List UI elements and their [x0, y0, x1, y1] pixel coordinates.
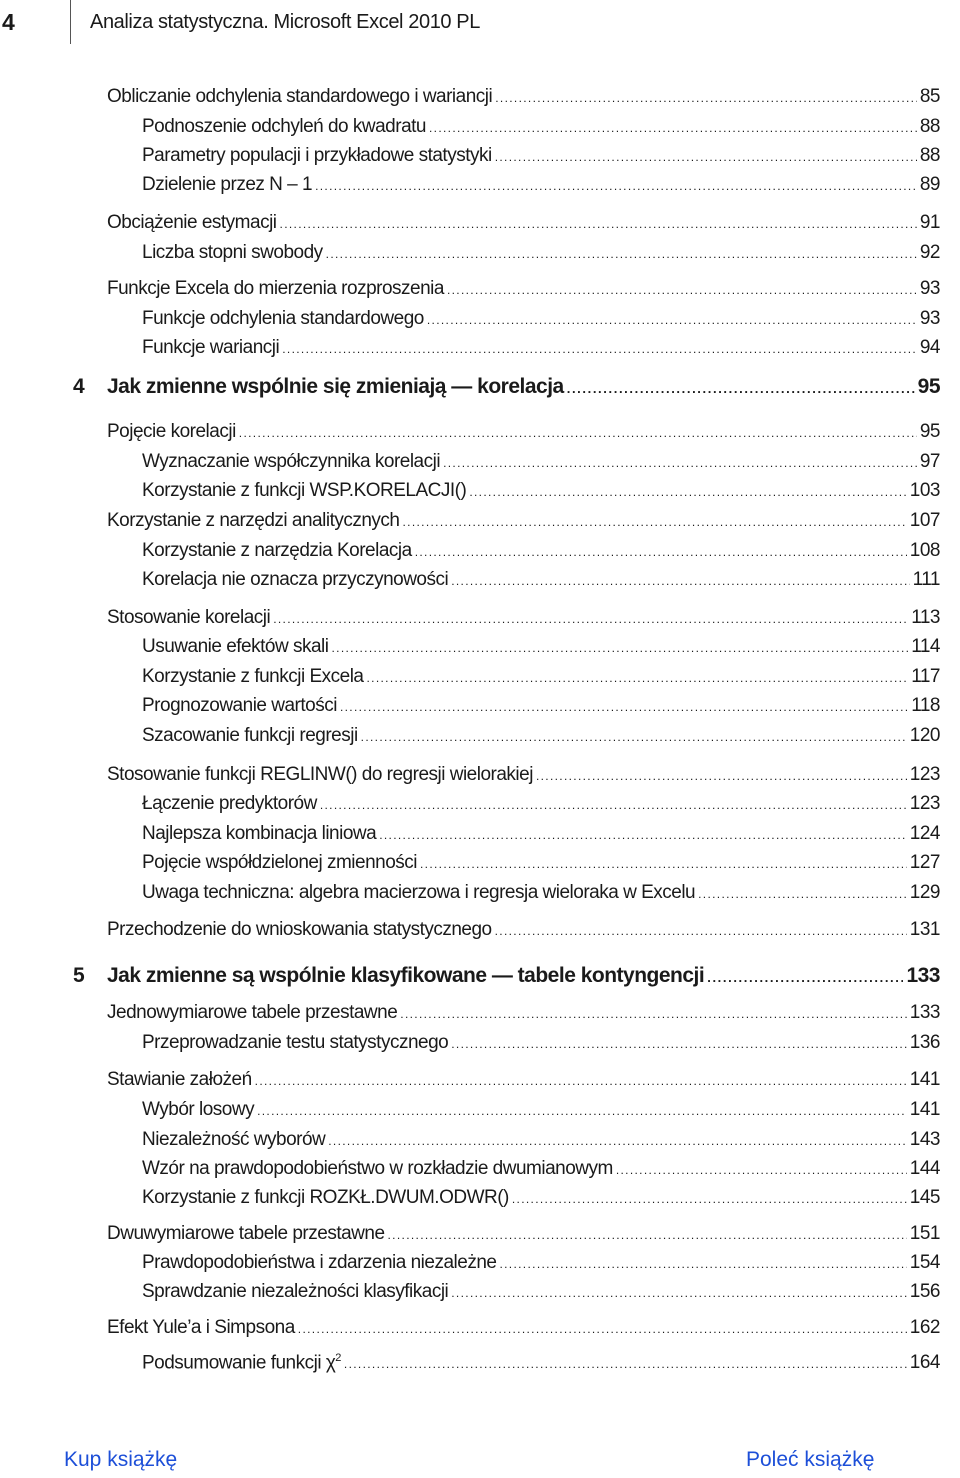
toc-entry — [142, 478, 940, 504]
toc-entry — [142, 240, 940, 266]
toc-entry-title — [142, 1345, 341, 1376]
toc-entry-label: Przechodzenie do wnioskowania statystycznego — [107, 919, 492, 940]
toc-page-number: 151 — [909, 1223, 940, 1244]
toc-page-number: 93 — [919, 308, 940, 329]
dot-leader — [320, 792, 907, 818]
page-header — [0, 0, 960, 46]
toc-entry-title — [142, 791, 317, 817]
toc-page-number: 117 — [911, 666, 940, 687]
toc-page-number: 144 — [909, 1158, 940, 1179]
toc-entry-title — [107, 374, 564, 400]
toc-entry-label: Korzystanie z funkcji Excela — [142, 666, 364, 687]
toc-entry — [142, 1345, 940, 1374]
toc-entry-title — [142, 567, 448, 593]
toc-page-number: 154 — [909, 1252, 940, 1273]
toc-entry-label: Jak zmienne są wspólnie klasyfikowane — tabele kontyngencji — [107, 964, 705, 987]
toc-page-number: 94 — [919, 337, 940, 358]
dot-leader — [388, 1222, 907, 1248]
toc-page-number: 114 — [911, 636, 940, 657]
toc-entry — [107, 917, 940, 943]
toc-page-number: 131 — [909, 919, 940, 940]
toc-entry-title — [142, 723, 358, 749]
toc-entry-title — [107, 963, 704, 989]
toc-entry — [107, 419, 940, 445]
running-title: Analiza statystyczna. Microsoft Excel 2010 PL — [90, 11, 480, 33]
toc-page-number: 120 — [909, 725, 940, 746]
toc-entry-title — [142, 821, 376, 847]
toc-entry-title — [107, 605, 270, 631]
toc-entry-title — [142, 1250, 496, 1276]
toc-page-number: 141 — [909, 1069, 940, 1090]
dot-leader — [361, 724, 907, 750]
chapter-number: 4 — [73, 375, 85, 398]
toc-page-number: 164 — [909, 1352, 940, 1374]
dot-leader — [499, 1251, 906, 1277]
toc-page-number: 97 — [919, 451, 940, 472]
toc-page-number: 123 — [909, 764, 940, 785]
dot-leader — [328, 1128, 907, 1154]
dot-leader — [427, 307, 917, 333]
toc-entry-label: Korzystanie z narzędzia Korelacja — [142, 540, 412, 561]
dot-leader — [400, 1001, 907, 1027]
toc-entry — [142, 1030, 940, 1056]
toc-page-number: 85 — [919, 86, 940, 107]
toc-entry — [142, 634, 940, 660]
toc-entry — [107, 276, 940, 302]
toc-entry — [107, 1221, 940, 1247]
toc-entry-title — [107, 762, 533, 788]
toc-page-number: 143 — [909, 1129, 940, 1150]
dot-leader — [495, 918, 907, 944]
toc-entry-label: Wybór losowy — [142, 1099, 255, 1120]
toc-entry-label: Stosowanie funkcji REGLINW() do regresji wielorakiej — [107, 764, 533, 785]
toc-entry-title — [142, 1097, 254, 1123]
toc-entry-title — [107, 1221, 385, 1247]
toc-page-number: 92 — [919, 242, 940, 263]
dot-leader — [331, 635, 908, 661]
dot-leader — [429, 115, 917, 141]
dot-leader — [273, 606, 908, 632]
toc-entry-label: Najlepsza kombinacja liniowa — [142, 823, 377, 844]
toc-entry-title — [107, 1000, 397, 1026]
dot-leader — [298, 1316, 907, 1342]
toc-entry-title — [142, 306, 424, 332]
toc-entry — [142, 880, 940, 906]
toc-entry — [107, 1000, 940, 1026]
toc-page-number: 95 — [919, 421, 940, 442]
recommend-book-link[interactable]: Poleć książkę — [746, 1448, 875, 1471]
toc-entry-title — [142, 335, 279, 361]
toc-entry-title — [142, 478, 466, 504]
toc-entry-title — [142, 172, 312, 198]
toc-chapter-entry — [73, 963, 940, 989]
toc-entry — [142, 1097, 940, 1123]
toc-page-number: 124 — [909, 823, 940, 844]
toc-entry-title — [142, 1127, 325, 1153]
toc-page-number: 103 — [909, 480, 940, 501]
toc-entry-label: Efekt Yule’a i Simpsona — [107, 1317, 295, 1338]
toc-entry-label: Usuwanie efektów skali — [142, 636, 329, 657]
dot-leader — [340, 694, 908, 720]
dot-leader — [451, 1280, 907, 1306]
toc-entry-title — [142, 1030, 448, 1056]
toc-entry — [142, 143, 940, 169]
toc-entry — [142, 664, 940, 690]
toc-entry-title — [107, 276, 444, 302]
toc-page-number: 136 — [909, 1032, 940, 1053]
toc-page-number: 133 — [909, 1002, 940, 1023]
toc-entry-label: Podnoszenie odchyleń do kwadratu — [142, 116, 426, 137]
toc-entry-label: Niezależność wyborów — [142, 1129, 326, 1150]
toc-entry-label: Pojęcie korelacji — [107, 421, 236, 442]
toc-entry-title — [142, 693, 337, 719]
dot-leader — [415, 539, 907, 565]
toc-entry-label: Parametry populacji i przykładowe statystyki — [142, 145, 492, 166]
toc-page-number: 95 — [917, 375, 940, 398]
dot-leader — [447, 277, 917, 303]
toc-entry — [142, 723, 940, 749]
dot-leader — [698, 881, 907, 907]
dot-leader — [379, 822, 907, 848]
toc-entry-title — [142, 1156, 613, 1182]
toc-entry-label: Funkcje Excela do mierzenia rozproszenia — [107, 278, 444, 299]
superscript: 2 — [335, 1352, 341, 1364]
toc-entry-title — [107, 1315, 295, 1341]
toc-entry-title — [142, 1279, 448, 1305]
toc-entry — [142, 850, 940, 876]
dot-leader — [495, 85, 917, 111]
toc-entry — [107, 1315, 940, 1341]
toc-entry-title — [107, 419, 236, 445]
toc-entry-label: Wzór na prawdopodobieństwo w rozkładzie dwumianowym — [142, 1158, 613, 1179]
toc-entry — [142, 821, 940, 847]
toc-page-number: 141 — [909, 1099, 940, 1120]
toc-page-number: 93 — [919, 278, 940, 299]
toc-entry-label: Stosowanie korelacji — [107, 607, 271, 628]
dot-leader — [257, 1098, 907, 1124]
toc-page-number: 88 — [919, 145, 940, 166]
toc-entry-title — [142, 880, 695, 906]
toc-chapter-entry — [73, 374, 940, 400]
toc-page-number: 123 — [909, 793, 940, 814]
toc-page-number: 111 — [912, 569, 940, 590]
toc-entry-label: Korzystanie z narzędzi analitycznych — [107, 510, 400, 531]
dot-leader — [255, 1068, 907, 1094]
dot-leader — [344, 1351, 907, 1377]
toc-entry-title — [142, 664, 364, 690]
toc-entry-label: Dzielenie przez N – 1 — [142, 174, 313, 195]
toc-entry-label: Podsumowanie funkcji χ — [142, 1352, 336, 1374]
toc-page-number: 91 — [919, 212, 940, 233]
toc-entry-label: Wyznaczanie współczynnika korelacji — [142, 451, 441, 472]
dot-leader — [443, 450, 917, 476]
dot-leader — [315, 173, 917, 199]
toc-entry-label: Korelacja nie oznacza przyczynowości — [142, 569, 449, 590]
toc-entry — [142, 335, 940, 361]
toc-entry-title — [142, 449, 440, 475]
toc-entry — [142, 567, 940, 593]
toc-entry-label: Obliczanie odchylenia standardowego i wariancji — [107, 86, 493, 107]
toc-entry — [142, 1250, 940, 1276]
toc-entry — [107, 210, 940, 236]
toc-entry-label: Prognozowanie wartości — [142, 695, 337, 716]
toc-entry — [142, 1185, 940, 1211]
dot-leader — [469, 479, 906, 505]
toc-entry-label: Korzystanie z funkcji ROZKŁ.DWUM.ODWR() — [142, 1187, 509, 1208]
dot-leader — [512, 1186, 907, 1212]
toc-entry-title — [142, 240, 323, 266]
toc-page-number: 145 — [909, 1187, 940, 1208]
toc-page-number: 162 — [909, 1317, 940, 1338]
toc-page-number: 133 — [906, 964, 940, 987]
toc-entry — [142, 449, 940, 475]
dot-leader — [495, 144, 917, 170]
dot-leader — [451, 1031, 907, 1057]
dot-leader — [616, 1157, 907, 1183]
toc-entry-title — [142, 634, 328, 660]
toc-entry — [142, 1156, 940, 1182]
toc-entry-label: Uwaga techniczna: algebra macierzowa i regresja wieloraka w Excelu — [142, 882, 696, 903]
toc-entry-title — [107, 1067, 252, 1093]
toc-entry — [107, 508, 940, 534]
toc-entry — [142, 172, 940, 198]
toc-entry-label: Szacowanie funkcji regresji — [142, 725, 358, 746]
toc-entry — [107, 1067, 940, 1093]
toc-entry — [107, 84, 940, 110]
toc-entry-title — [142, 538, 412, 564]
toc-entry-label: Dwuwymiarowe tabele przestawne — [107, 1223, 385, 1244]
dot-leader — [402, 509, 906, 535]
toc-page-number: 107 — [909, 510, 940, 531]
toc-entry-title — [142, 143, 492, 169]
toc-entry-label: Prawdopodobieństwa i zdarzenia niezależne — [142, 1252, 497, 1273]
toc-entry-label: Sprawdzanie niezależności klasyfikacji — [142, 1281, 449, 1302]
toc-entry — [107, 762, 940, 788]
chapter-number: 5 — [73, 964, 85, 987]
dot-leader — [451, 568, 909, 594]
toc-page-number: 88 — [919, 116, 940, 137]
header-divider — [70, 0, 71, 44]
toc-entry-label: Funkcje wariancji — [142, 337, 280, 358]
toc-entry — [142, 791, 940, 817]
toc-entry-label: Jak zmienne wspólnie się zmieniają — korelacja — [107, 375, 564, 398]
toc-entry-label: Pojęcie współdzielonej zmienności — [142, 852, 417, 873]
toc-entry-title — [142, 850, 417, 876]
toc-entry-title — [107, 210, 277, 236]
dot-leader — [707, 965, 903, 991]
toc-entry-label: Obciążenie estymacji — [107, 212, 277, 233]
dot-leader — [280, 211, 917, 237]
toc-page-number: 89 — [919, 174, 940, 195]
toc-page-number: 108 — [909, 540, 940, 561]
dot-leader — [536, 763, 907, 789]
toc-entry-label: Przeprowadzanie testu statystycznego — [142, 1032, 449, 1053]
toc-entry — [142, 693, 940, 719]
dot-leader — [239, 420, 917, 446]
toc-entry — [142, 538, 940, 564]
dot-leader — [567, 376, 915, 402]
dot-leader — [367, 665, 909, 691]
toc-page-number: 127 — [909, 852, 940, 873]
toc-entry — [142, 1127, 940, 1153]
toc-entry-title — [142, 1185, 509, 1211]
toc-entry-label: Jednowymiarowe tabele przestawne — [107, 1002, 398, 1023]
toc-entry-label: Korzystanie z funkcji WSP.KORELACJI() — [142, 480, 467, 501]
toc-entry-title — [107, 84, 492, 110]
toc-entry-title — [142, 114, 426, 140]
toc-entry — [107, 605, 940, 631]
toc-entry-label: Stawianie założeń — [107, 1069, 252, 1090]
toc-entry — [142, 1279, 940, 1305]
dot-leader — [326, 241, 917, 267]
dot-leader — [282, 336, 917, 362]
dot-leader — [420, 851, 907, 877]
toc-page-number: 118 — [911, 695, 940, 716]
toc-entry — [142, 306, 940, 332]
page-number: 4 — [2, 9, 15, 35]
toc-page-number: 113 — [911, 607, 940, 628]
toc-page-number: 129 — [909, 882, 940, 903]
toc-page-number: 156 — [909, 1281, 940, 1302]
buy-book-link[interactable]: Kup książkę — [64, 1448, 178, 1471]
toc-entry-label: Liczba stopni swobody — [142, 242, 323, 263]
toc-entry-label: Łączenie predyktorów — [142, 793, 317, 814]
toc-entry-label: Funkcje odchylenia standardowego — [142, 308, 424, 329]
toc-entry-title — [107, 508, 399, 534]
toc-entry — [142, 114, 940, 140]
toc-entry-title — [107, 917, 492, 943]
